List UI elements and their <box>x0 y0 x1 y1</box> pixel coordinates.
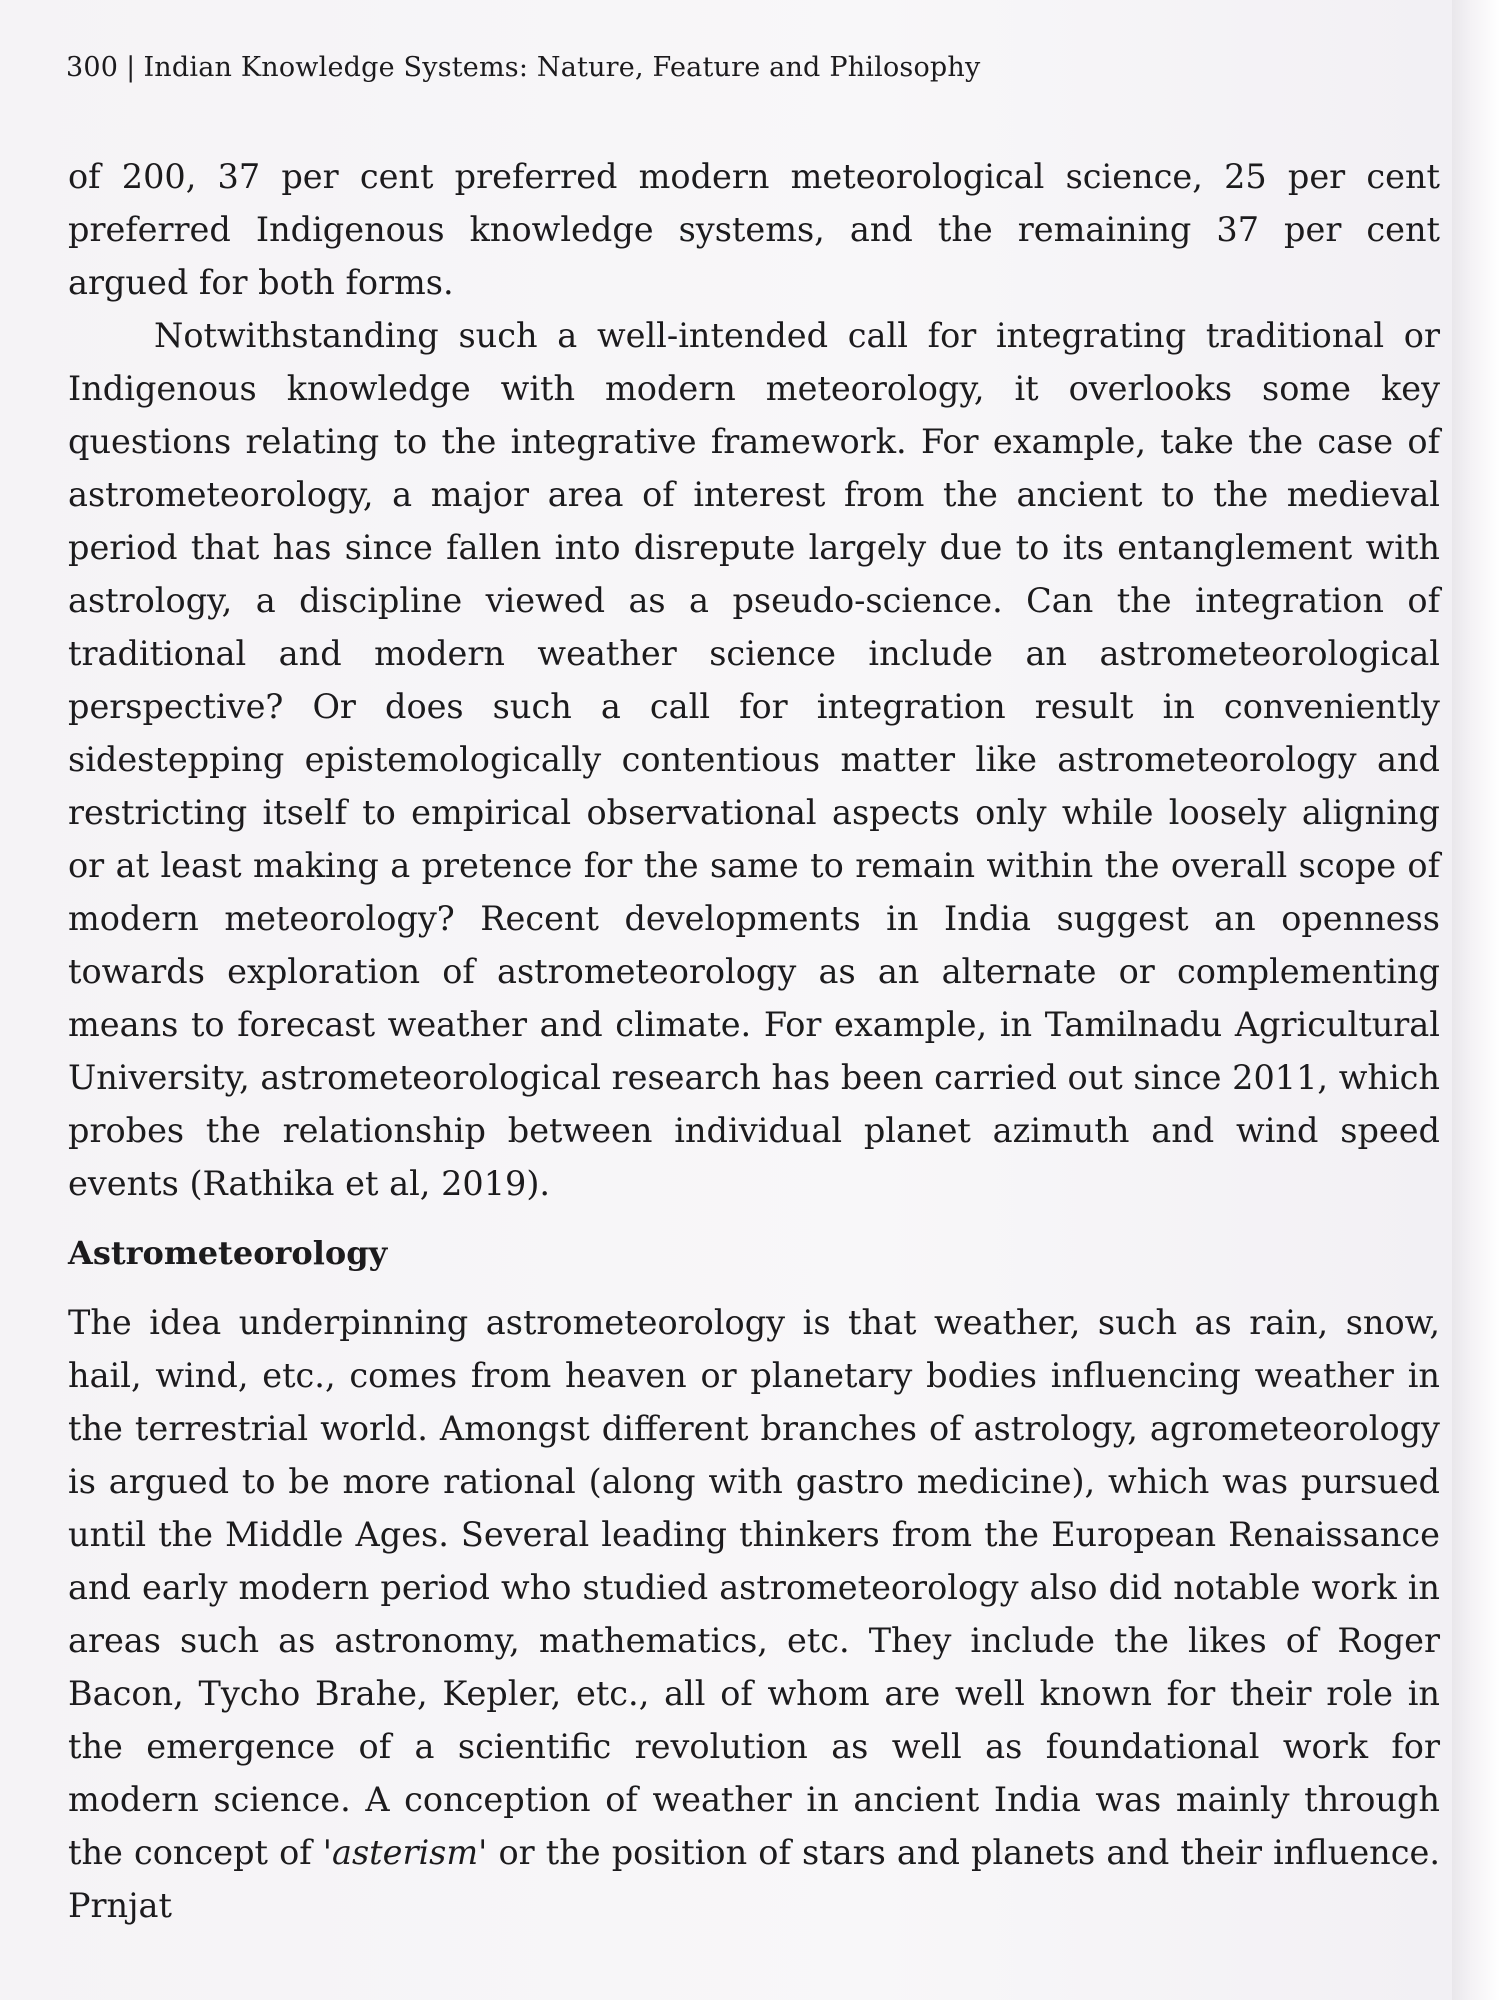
section-spacer <box>68 1210 1440 1214</box>
paragraph-astrometeorology-text: The idea underpinning astrometeorology is that weather, such as rain, snow, hail, wind, etc., comes from heaven or planetary bodies influencing weather in the terrestrial world. Amongst different branches of astrology, agrometeorology is argued to be more rational (along with gastro medicine), which was pursued until the Middle Ages. Several leading thinkers from the European Renaissance and early modern period who studied astrometeorology also did notable work in areas such as astronomy, mathematics, etc. They include the likes of Roger Bacon, Tycho Brahe, Kepler, etc., all of whom are well known for their role in the emergence of a scientific revolution as well as foundational work for modern science. A conception of weather in ancient India was mainly through the concept of <box>68 1303 1440 1872</box>
paragraph-integration: Notwithstanding such a well-intended call for integrating traditional or Indigenous knowledge with modern meteorology, it overlooks some key questions relating to the integrative framework. For example, take the case of astrometeorology, a major area of interest from the ancient to the medieval period that has since fallen into disrepute largely due to its entanglement with astrology, a discipline viewed as a pseudo-science. Can the integration of traditional and modern weather science include an astrometeorological perspective? Or does such a call for integration result in conveniently sidestepping epistemologically contentious matter like astrometeorology and restricting itself to empirical observational aspects only while loosely aligning or at least making a pretence for the same to remain within the overall scope of modern meteorology? Recent developments in India suggest an openness towards exploration of astrometeorology as an alternate or complementing means to forecast weather and climate. For example, in Tamilnadu Agricultural University, astrometeorological research has been carried out since 2011, which probes the relationship between individual planet azimuth and wind speed events (Rathika et al, 2019). <box>68 316 1440 1203</box>
book-title: Indian Knowledge Systems: Nature, Feature and Philosophy <box>143 52 981 83</box>
page-number: 300 <box>66 52 119 83</box>
asterism-term: 'asterism' <box>322 1833 488 1872</box>
paragraph-continued: of 200, 37 per cent preferred modern meteorological science, 25 per cent preferred Indigenous knowledge systems, and the remaining 37 per cent argued for both forms. <box>68 157 1440 302</box>
paragraph-astrometeorology <box>68 1296 1440 1932</box>
section-heading: Astrometeorology <box>68 1234 388 1272</box>
paragraph-astrometeorology-end: or the position of stars and planets and their influence. Prnjat <box>68 1833 1440 1925</box>
page-gutter <box>1452 0 1500 2000</box>
header-separator: | <box>126 52 136 83</box>
page-body <box>68 150 1440 1932</box>
running-header <box>66 52 980 83</box>
